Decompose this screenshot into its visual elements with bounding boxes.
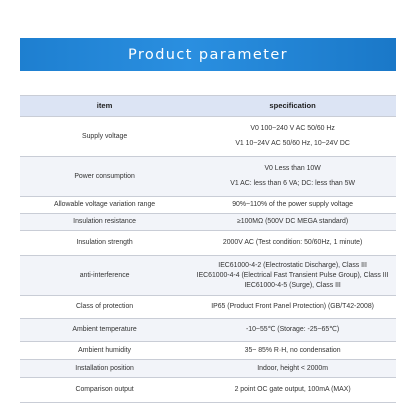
spec-line: IEC61000-4-2 (Electrostatic Discharge), Class III (218, 261, 367, 269)
banner-title: Product parameter (127, 46, 288, 63)
table-row (20, 231, 396, 256)
row-item: Ambient humidity (20, 342, 189, 360)
row-item: anti-interference (20, 256, 189, 296)
row-item: Supply voltage (20, 117, 189, 157)
table-row (20, 319, 396, 342)
spec-line: V1 AC: less than 6 VA; DC: less than 5W (230, 180, 355, 187)
header-item: item (20, 96, 189, 117)
spec-line: IEC61000-4-4 (Electrical Fast Transient Pulse Group), Class III (196, 271, 389, 279)
table-row (20, 117, 396, 157)
table-row (20, 256, 396, 296)
row-spec: 35~ 85% R·H, no condensation (189, 342, 396, 360)
table-row (20, 342, 396, 360)
row-spec: -10~55℃ (Storage: -25~65℃) (189, 319, 396, 342)
table-row (20, 296, 396, 319)
spec-line: V0 Less than 10W (264, 165, 321, 172)
spec-line: V1 10~24V AC 50/60 Hz, 10~24V DC (235, 140, 350, 147)
spec-line: IEC61000-4-5 (Surge), Class III (244, 281, 341, 289)
row-item: Power consumption (20, 157, 189, 197)
table-header-row (20, 96, 396, 117)
row-item: Ambient temperature (20, 319, 189, 342)
spec-line: V0 100~240 V AC 50/60 Hz (250, 125, 335, 132)
table-row (20, 157, 396, 197)
row-spec: 90%~110% of the power supply voltage (189, 197, 396, 214)
row-item: Allowable voltage variation range (20, 197, 189, 214)
row-item: Comparison output (20, 378, 189, 403)
row-spec: 2000V AC (Test condition: 50/60Hz, 1 minute) (189, 231, 396, 256)
row-spec: Indoor, height < 2000m (189, 360, 396, 378)
row-item: Installation position (20, 360, 189, 378)
row-spec: 2 point OC gate output, 100mA (MAX) (189, 378, 396, 403)
row-spec: IP65 (Product Front Panel Protection) (GB/T42-2008) (189, 296, 396, 319)
table-row (20, 378, 396, 403)
row-spec: ≥100MΩ (500V DC MEGA standard) (189, 214, 396, 231)
title-banner (20, 38, 396, 71)
table-row (20, 360, 396, 378)
table-row (20, 214, 396, 231)
row-item: Insulation resistance (20, 214, 189, 231)
row-spec (189, 157, 396, 197)
row-item: Class of protection (20, 296, 189, 319)
spec-table (20, 95, 396, 403)
row-item: Insulation strength (20, 231, 189, 256)
header-specification: specification (189, 96, 396, 117)
row-spec (189, 256, 396, 296)
table-row (20, 197, 396, 214)
row-spec (189, 117, 396, 157)
